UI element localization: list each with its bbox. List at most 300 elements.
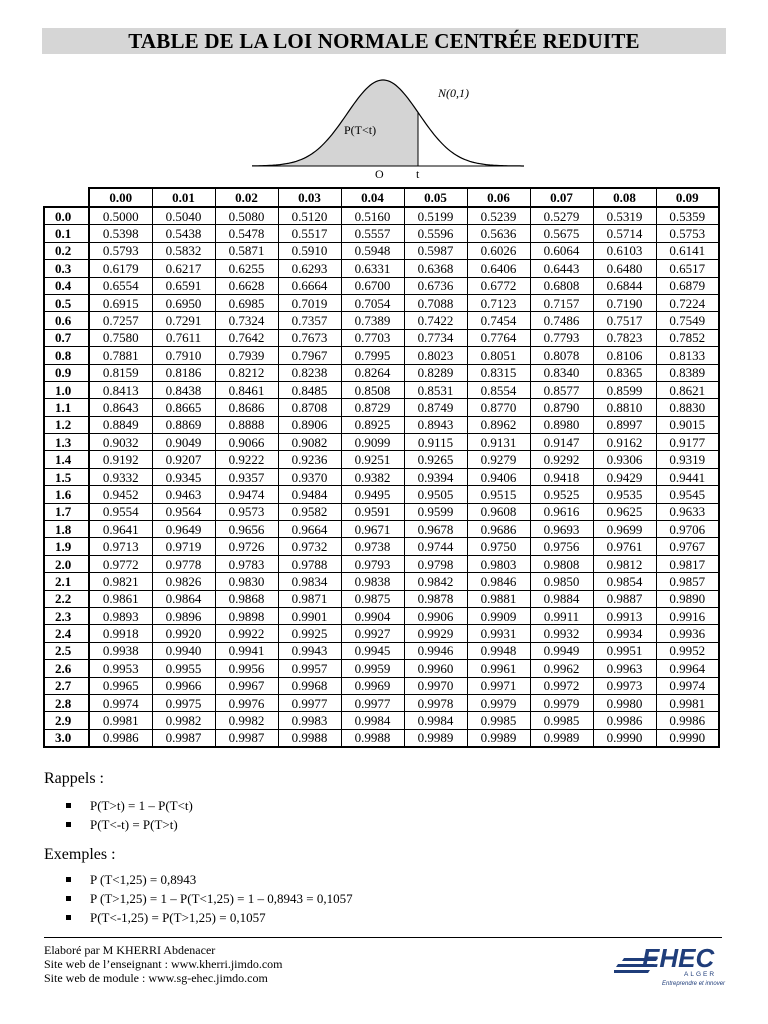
row-header: 1.3 [44, 434, 89, 451]
area-label: P(T<t) [344, 123, 377, 137]
bullet-icon [66, 896, 71, 901]
table-cell: 0.9916 [656, 607, 719, 624]
table-cell: 0.5948 [341, 242, 404, 259]
table-cell: 0.7517 [593, 312, 656, 329]
table-cell: 0.9803 [467, 555, 530, 572]
table-cell: 0.8577 [530, 381, 593, 398]
column-header: 0.00 [89, 188, 152, 207]
table-cell: 0.9656 [215, 521, 278, 538]
table-cell: 0.9812 [593, 555, 656, 572]
table-cell: 0.5319 [593, 207, 656, 225]
table-row [44, 381, 719, 398]
table-cell: 0.9608 [467, 503, 530, 520]
table-cell: 0.8686 [215, 399, 278, 416]
table-cell: 0.7823 [593, 329, 656, 346]
table-cell: 0.9573 [215, 503, 278, 520]
table-cell: 0.9985 [530, 712, 593, 729]
table-cell: 0.9192 [89, 451, 152, 468]
table-cell: 0.5398 [89, 225, 152, 242]
table-cell: 0.9032 [89, 434, 152, 451]
table-cell: 0.6591 [152, 277, 215, 294]
table-cell: 0.9982 [215, 712, 278, 729]
footer [44, 943, 283, 985]
table-cell: 0.6879 [656, 277, 719, 294]
table-cell: 0.9920 [152, 625, 215, 642]
table-cell: 0.7764 [467, 329, 530, 346]
bullet-icon [66, 803, 71, 808]
table-cell: 0.9918 [89, 625, 152, 642]
table-cell: 0.6628 [215, 277, 278, 294]
rappel-text: P(T<-t) = P(T>t) [90, 817, 178, 832]
table-cell: 0.5080 [215, 207, 278, 225]
exemple-text: P (T>1,25) = 1 – P(T<1,25) = 1 – 0,8943 = 0,1057 [90, 891, 353, 906]
column-header: 0.03 [278, 188, 341, 207]
table-cell: 0.9911 [530, 607, 593, 624]
table-cell: 0.5910 [278, 242, 341, 259]
table-cell: 0.9875 [341, 590, 404, 607]
table-cell: 0.5636 [467, 225, 530, 242]
table-cell: 0.8051 [467, 347, 530, 364]
table-cell: 0.8925 [341, 416, 404, 433]
table-cell: 0.9960 [404, 660, 467, 677]
table-cell: 0.8554 [467, 381, 530, 398]
table-cell: 0.9846 [467, 573, 530, 590]
list-item [66, 815, 193, 834]
table-cell: 0.9599 [404, 503, 467, 520]
table-cell: 0.9989 [404, 729, 467, 747]
table-cell: 0.6517 [656, 260, 719, 277]
table-cell: 0.9946 [404, 642, 467, 659]
table-row [44, 260, 719, 277]
column-header: 0.05 [404, 188, 467, 207]
table-cell: 0.8078 [530, 347, 593, 364]
table-cell: 0.7642 [215, 329, 278, 346]
exemple-text: P (T<1,25) = 0,8943 [90, 872, 197, 887]
table-cell: 0.8315 [467, 364, 530, 381]
table-cell: 0.9981 [89, 712, 152, 729]
bullet-icon [66, 822, 71, 827]
table-cell: 0.9986 [89, 729, 152, 747]
list-item [66, 870, 353, 889]
table-cell: 0.9699 [593, 521, 656, 538]
table-cell: 0.9788 [278, 555, 341, 572]
table-cell: 0.9750 [467, 538, 530, 555]
table-cell: 0.9826 [152, 573, 215, 590]
table-cell: 0.7019 [278, 294, 341, 311]
table-row [44, 242, 719, 259]
table-row [44, 590, 719, 607]
table-cell: 0.9948 [467, 642, 530, 659]
table-cell: 0.9969 [341, 677, 404, 694]
table-cell: 0.9834 [278, 573, 341, 590]
table-cell: 0.8485 [278, 381, 341, 398]
table-cell: 0.9370 [278, 468, 341, 485]
table-cell: 0.9896 [152, 607, 215, 624]
table-row [44, 503, 719, 520]
row-header: 0.8 [44, 347, 89, 364]
table-cell: 0.8997 [593, 416, 656, 433]
normal-curve-svg [248, 72, 528, 182]
table-cell: 0.9952 [656, 642, 719, 659]
table-cell: 0.9429 [593, 468, 656, 485]
table-row [44, 660, 719, 677]
column-header: 0.04 [341, 188, 404, 207]
table-cell: 0.9732 [278, 538, 341, 555]
table-cell: 0.9131 [467, 434, 530, 451]
column-header: 0.08 [593, 188, 656, 207]
table-cell: 0.9484 [278, 486, 341, 503]
table-row [44, 468, 719, 485]
row-header: 2.6 [44, 660, 89, 677]
table-row [44, 486, 719, 503]
table-cell: 0.9756 [530, 538, 593, 555]
table-cell: 0.9861 [89, 590, 152, 607]
table-cell: 0.5359 [656, 207, 719, 225]
table-cell: 0.9974 [656, 677, 719, 694]
table-cell: 0.9887 [593, 590, 656, 607]
table-cell: 0.9474 [215, 486, 278, 503]
table-cell: 0.6700 [341, 277, 404, 294]
table-cell: 0.9982 [152, 712, 215, 729]
table-cell: 0.9938 [89, 642, 152, 659]
table-cell: 0.9962 [530, 660, 593, 677]
table-cell: 0.7549 [656, 312, 719, 329]
table-cell: 0.9932 [530, 625, 593, 642]
table-cell: 0.9719 [152, 538, 215, 555]
table-cell: 0.8849 [89, 416, 152, 433]
row-header: 2.3 [44, 607, 89, 624]
table-cell: 0.8159 [89, 364, 152, 381]
table-cell: 0.5832 [152, 242, 215, 259]
table-cell: 0.7910 [152, 347, 215, 364]
table-cell: 0.6736 [404, 277, 467, 294]
title-bar [42, 28, 726, 54]
table-cell: 0.9767 [656, 538, 719, 555]
table-row [44, 434, 719, 451]
table-cell: 0.7881 [89, 347, 152, 364]
table-cell: 0.9959 [341, 660, 404, 677]
table-cell: 0.9963 [593, 660, 656, 677]
list-item [66, 908, 353, 927]
table-cell: 0.6103 [593, 242, 656, 259]
table-cell: 0.7611 [152, 329, 215, 346]
table-cell: 0.5596 [404, 225, 467, 242]
table-cell: 0.9951 [593, 642, 656, 659]
table-cell: 0.7580 [89, 329, 152, 346]
table-row [44, 677, 719, 694]
table-row [44, 573, 719, 590]
table-cell: 0.8389 [656, 364, 719, 381]
table-cell: 0.5438 [152, 225, 215, 242]
table-cell: 0.9986 [593, 712, 656, 729]
table-row [44, 555, 719, 572]
table-cell: 0.5793 [89, 242, 152, 259]
table-cell: 0.8729 [341, 399, 404, 416]
row-header: 1.6 [44, 486, 89, 503]
table-cell: 0.9988 [278, 729, 341, 747]
table-cell: 0.9744 [404, 538, 467, 555]
table-cell: 0.9066 [215, 434, 278, 451]
table-cell: 0.6950 [152, 294, 215, 311]
table-cell: 0.9979 [467, 694, 530, 711]
table-cell: 0.7157 [530, 294, 593, 311]
table-cell: 0.6179 [89, 260, 152, 277]
table-cell: 0.5199 [404, 207, 467, 225]
table-cell: 0.9778 [152, 555, 215, 572]
table-cell: 0.9956 [215, 660, 278, 677]
table-cell: 0.8365 [593, 364, 656, 381]
table-cell: 0.7703 [341, 329, 404, 346]
table-cell: 0.9525 [530, 486, 593, 503]
table-cell: 0.9726 [215, 538, 278, 555]
table-cell: 0.9881 [467, 590, 530, 607]
table-cell: 0.8413 [89, 381, 152, 398]
rappels-list [66, 796, 193, 834]
row-header: 1.4 [44, 451, 89, 468]
table-cell: 0.9761 [593, 538, 656, 555]
table-cell: 0.9922 [215, 625, 278, 642]
table-row [44, 294, 719, 311]
table-cell: 0.9931 [467, 625, 530, 642]
table-cell: 0.6443 [530, 260, 593, 277]
table-cell: 0.6772 [467, 277, 530, 294]
row-header: 0.3 [44, 260, 89, 277]
row-header: 0.0 [44, 207, 89, 225]
table-cell: 0.9986 [656, 712, 719, 729]
table-cell: 0.9649 [152, 521, 215, 538]
table-cell: 0.9961 [467, 660, 530, 677]
table-cell: 0.9505 [404, 486, 467, 503]
row-header: 0.9 [44, 364, 89, 381]
row-header: 1.1 [44, 399, 89, 416]
table-cell: 0.9983 [278, 712, 341, 729]
table-cell: 0.8906 [278, 416, 341, 433]
table-cell: 0.9265 [404, 451, 467, 468]
table-cell: 0.9949 [530, 642, 593, 659]
table-cell: 0.9406 [467, 468, 530, 485]
table-cell: 0.6554 [89, 277, 152, 294]
table-cell: 0.5517 [278, 225, 341, 242]
list-item [66, 796, 193, 815]
footer-module-site: Site web de module : www.sg-ehec.jimdo.com [44, 971, 268, 985]
table-cell: 0.9973 [593, 677, 656, 694]
table-cell: 0.9162 [593, 434, 656, 451]
table-cell: 0.7486 [530, 312, 593, 329]
table-cell: 0.8869 [152, 416, 215, 433]
table-cell: 0.7257 [89, 312, 152, 329]
table-cell: 0.9984 [341, 712, 404, 729]
table-cell: 0.9967 [215, 677, 278, 694]
table-cell: 0.9838 [341, 573, 404, 590]
table-cell: 0.9177 [656, 434, 719, 451]
table-cell: 0.9452 [89, 486, 152, 503]
table-cell: 0.9418 [530, 468, 593, 485]
table-row [44, 607, 719, 624]
table-cell: 0.9943 [278, 642, 341, 659]
column-header: 0.06 [467, 188, 530, 207]
table-cell: 0.9857 [656, 573, 719, 590]
table-cell: 0.9955 [152, 660, 215, 677]
bullet-icon [66, 915, 71, 920]
table-cell: 0.8708 [278, 399, 341, 416]
table-cell: 0.9968 [278, 677, 341, 694]
table-cell: 0.9868 [215, 590, 278, 607]
table-cell: 0.9884 [530, 590, 593, 607]
table-cell: 0.9495 [341, 486, 404, 503]
row-header: 0.2 [44, 242, 89, 259]
table-cell: 0.8106 [593, 347, 656, 364]
table-cell: 0.9990 [593, 729, 656, 747]
table-cell: 0.7357 [278, 312, 341, 329]
table-cell: 0.9977 [278, 694, 341, 711]
table-cell: 0.9830 [215, 573, 278, 590]
row-header: 0.4 [44, 277, 89, 294]
exemple-text: P(T<-1,25) = P(T>1,25) = 0,1057 [90, 910, 266, 925]
table-cell: 0.9664 [278, 521, 341, 538]
table-cell: 0.9984 [404, 712, 467, 729]
table-cell: 0.9977 [341, 694, 404, 711]
table-cell: 0.9898 [215, 607, 278, 624]
table-cell: 0.9554 [89, 503, 152, 520]
table-cell: 0.9251 [341, 451, 404, 468]
table-cell: 0.9015 [656, 416, 719, 433]
table-cell: 0.8023 [404, 347, 467, 364]
row-header: 2.4 [44, 625, 89, 642]
table-cell: 0.9966 [152, 677, 215, 694]
normal-distribution-table [43, 187, 720, 748]
table-row [44, 694, 719, 711]
table-cell: 0.6664 [278, 277, 341, 294]
table-cell: 0.5239 [467, 207, 530, 225]
table-cell: 0.9633 [656, 503, 719, 520]
table-cell: 0.9049 [152, 434, 215, 451]
row-header: 0.6 [44, 312, 89, 329]
list-item [66, 889, 353, 908]
table-cell: 0.9980 [593, 694, 656, 711]
table-cell: 0.9904 [341, 607, 404, 624]
table-cell: 0.9236 [278, 451, 341, 468]
table-cell: 0.9890 [656, 590, 719, 607]
table-cell: 0.5987 [404, 242, 467, 259]
footer-author: Elaboré par M KHERRI Abdenacer [44, 943, 216, 957]
table-cell: 0.9115 [404, 434, 467, 451]
table-cell: 0.7291 [152, 312, 215, 329]
row-header: 2.7 [44, 677, 89, 694]
table-cell: 0.9821 [89, 573, 152, 590]
table-cell: 0.9964 [656, 660, 719, 677]
row-header: 1.9 [44, 538, 89, 555]
table-cell: 0.9582 [278, 503, 341, 520]
column-header: 0.02 [215, 188, 278, 207]
table-cell: 0.9940 [152, 642, 215, 659]
table-cell: 0.9319 [656, 451, 719, 468]
distribution-label: N(0,1) [438, 86, 469, 100]
table-cell: 0.6217 [152, 260, 215, 277]
table-cell: 0.8943 [404, 416, 467, 433]
zero-label: O [375, 167, 384, 181]
table-cell: 0.5557 [341, 225, 404, 242]
rappels-heading: Rappels : [44, 770, 104, 787]
ehec-logo [614, 938, 726, 988]
table-cell: 0.9878 [404, 590, 467, 607]
table-cell: 0.9207 [152, 451, 215, 468]
table-cell: 0.9934 [593, 625, 656, 642]
table-cell: 0.9925 [278, 625, 341, 642]
table-cell: 0.9989 [467, 729, 530, 747]
table-cell: 0.9990 [656, 729, 719, 747]
table-cell: 0.7967 [278, 347, 341, 364]
table-cell: 0.7793 [530, 329, 593, 346]
table-cell: 0.9906 [404, 607, 467, 624]
table-row [44, 277, 719, 294]
row-header: 1.2 [44, 416, 89, 433]
table-cell: 0.9706 [656, 521, 719, 538]
table-cell: 0.7088 [404, 294, 467, 311]
table-cell: 0.7939 [215, 347, 278, 364]
table-header-row [44, 188, 719, 207]
table-cell: 0.8749 [404, 399, 467, 416]
table-cell: 0.7123 [467, 294, 530, 311]
table-cell: 0.9929 [404, 625, 467, 642]
table-cell: 0.9357 [215, 468, 278, 485]
table-cell: 0.8599 [593, 381, 656, 398]
table-cell: 0.8531 [404, 381, 467, 398]
table-cell: 0.6844 [593, 277, 656, 294]
table-cell: 0.8461 [215, 381, 278, 398]
table-cell: 0.5478 [215, 225, 278, 242]
table-cell: 0.9893 [89, 607, 152, 624]
table-cell: 0.8133 [656, 347, 719, 364]
table-cell: 0.9927 [341, 625, 404, 642]
table-cell: 0.9783 [215, 555, 278, 572]
table-row [44, 312, 719, 329]
table-cell: 0.8770 [467, 399, 530, 416]
table-cell: 0.9971 [467, 677, 530, 694]
table-cell: 0.8438 [152, 381, 215, 398]
column-header: 0.09 [656, 188, 719, 207]
table-cell: 0.9989 [530, 729, 593, 747]
table-cell: 0.9222 [215, 451, 278, 468]
table-cell: 0.9641 [89, 521, 152, 538]
table-cell: 0.6064 [530, 242, 593, 259]
table-cell: 0.8264 [341, 364, 404, 381]
table-cell: 0.9545 [656, 486, 719, 503]
table-cell: 0.9909 [467, 607, 530, 624]
bullet-icon [66, 877, 71, 882]
table-cell: 0.9850 [530, 573, 593, 590]
table-cell: 0.6141 [656, 242, 719, 259]
table-cell: 0.5000 [89, 207, 152, 225]
table-cell: 0.9854 [593, 573, 656, 590]
logo-name: EHEC [642, 943, 715, 973]
table-cell: 0.8212 [215, 364, 278, 381]
table-cell: 0.8643 [89, 399, 152, 416]
table-cell: 0.9864 [152, 590, 215, 607]
footer-teacher-site: Site web de l’enseignant : www.kherri.jimdo.com [44, 957, 283, 971]
table-cell: 0.9871 [278, 590, 341, 607]
table-cell: 0.9345 [152, 468, 215, 485]
table-cell: 0.5871 [215, 242, 278, 259]
table-cell: 0.8980 [530, 416, 593, 433]
table-cell: 0.9671 [341, 521, 404, 538]
table-cell: 0.7324 [215, 312, 278, 329]
table-cell: 0.8186 [152, 364, 215, 381]
table-cell: 0.5279 [530, 207, 593, 225]
table-cell: 0.9978 [404, 694, 467, 711]
table-row [44, 729, 719, 747]
table-row [44, 225, 719, 242]
table-cell: 0.7734 [404, 329, 467, 346]
